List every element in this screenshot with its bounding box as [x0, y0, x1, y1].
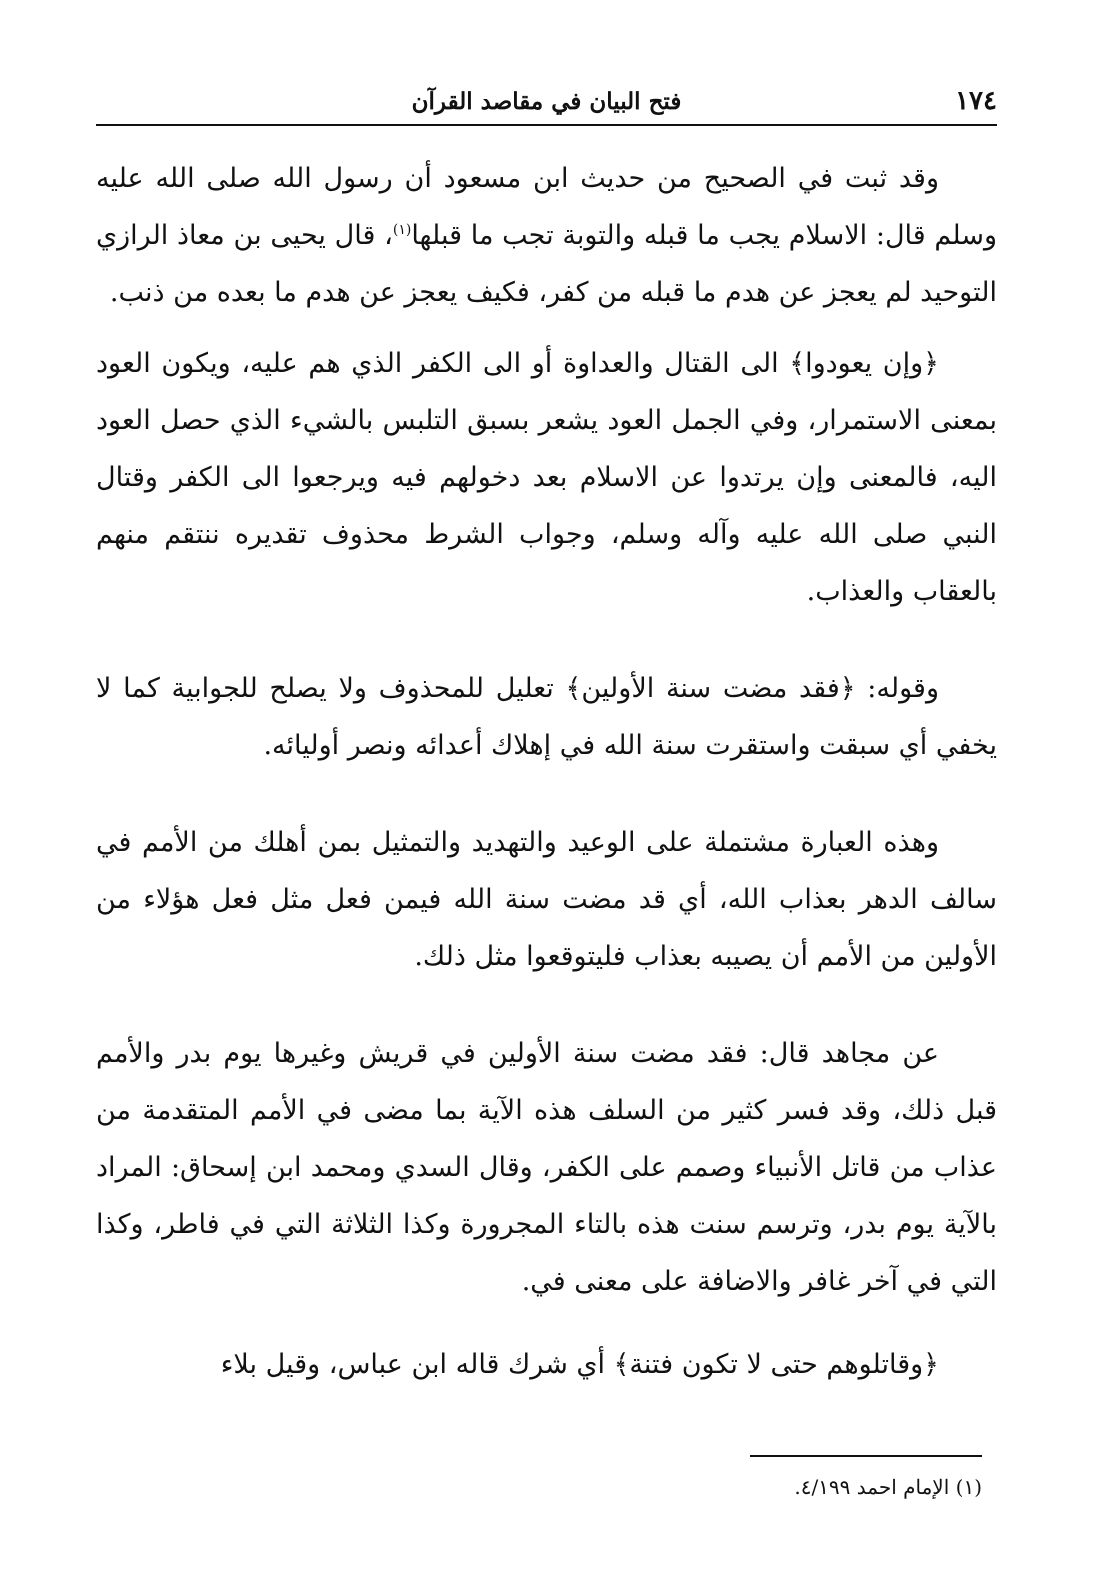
paragraph-text: وقد ثبت في الصحيح من حديث ابن مسعود أن رسول الله صلى الله عليه وسلم قال: الاسلام يجب ما قبله والتوبة تجب ما قبلها [96, 163, 997, 251]
paragraph: ﴿وإن يعودوا﴾ الى القتال والعداوة أو الى الكفر الذي هم عليه، ويكون العود بمعنى الاستمرار، وفي الجمل العود يشعر بسبق التلبس بالشيء الذي حصل العود اليه، فالمعنى وإن يرتدوا عن الاسلام بعد دخولهم فيه ويرجعوا الى الكفر وقتال النبي صلى الله عليه وآله وسلم، وجواب الشرط محذوف تقديره ننتقم منهم بالعقاب والعذاب. [96, 348, 997, 607]
paragraph: وقوله: ﴿فقد مضت سنة الأولين﴾ تعليل للمحذوف ولا يصلح للجوابية كما لا يخفي أي سبقت واستقرت سنة الله في إهلاك أعدائه ونصر أوليائه. [96, 673, 997, 761]
page-number: ١٧٤ [955, 86, 997, 116]
footnote: (١) الإمام احمد ٤/١٩٩. [794, 1475, 982, 1499]
paragraph [96, 150, 997, 321]
book-title: فتح البيان في مقاصد القرآن [411, 88, 682, 115]
paragraph: وهذه العبارة مشتملة على الوعيد والتهديد والتمثيل بمن أهلك من الأمم في سالف الدهر بعذاب الله، أي قد مضت سنة الله فيمن فعل مثل فعل هؤلاء من الأولين من الأمم أن يصيبه بعذاب فليتوقعوا مثل ذلك. [96, 827, 997, 972]
footnote-divider [750, 1455, 982, 1457]
paragraph-text-continued: ، قال يحيى بن معاذ الرازي التوحيد لم يعجز عن هدم ما قبله من كفر، فكيف يعجز عن هدم ما بعده من ذنب. [96, 220, 997, 308]
body-text [96, 150, 997, 1393]
footnote-reference: (١) [392, 222, 412, 238]
running-header [96, 78, 997, 126]
paragraph: عن مجاهد قال: فقد مضت سنة الأولين في قريش وغيرها يوم بدر والأمم قبل ذلك، وقد فسر كثير من السلف هذه الآية بما مضى في الأمم المتقدمة من عذاب من قاتل الأنبياء وصمم على الكفر، وقال السدي ومحمد ابن إسحاق: المراد بالآية يوم بدر، وترسم سنت هذه بالتاء المجرورة وكذا الثلاثة التي في فاطر، وكذا التي في آخر غافر والاضافة على معنى في. [96, 1038, 997, 1297]
paragraph: ﴿وقاتلوهم حتى لا تكون فتنة﴾ أي شرك قاله ابن عباس، وقيل بلاء [220, 1349, 939, 1380]
